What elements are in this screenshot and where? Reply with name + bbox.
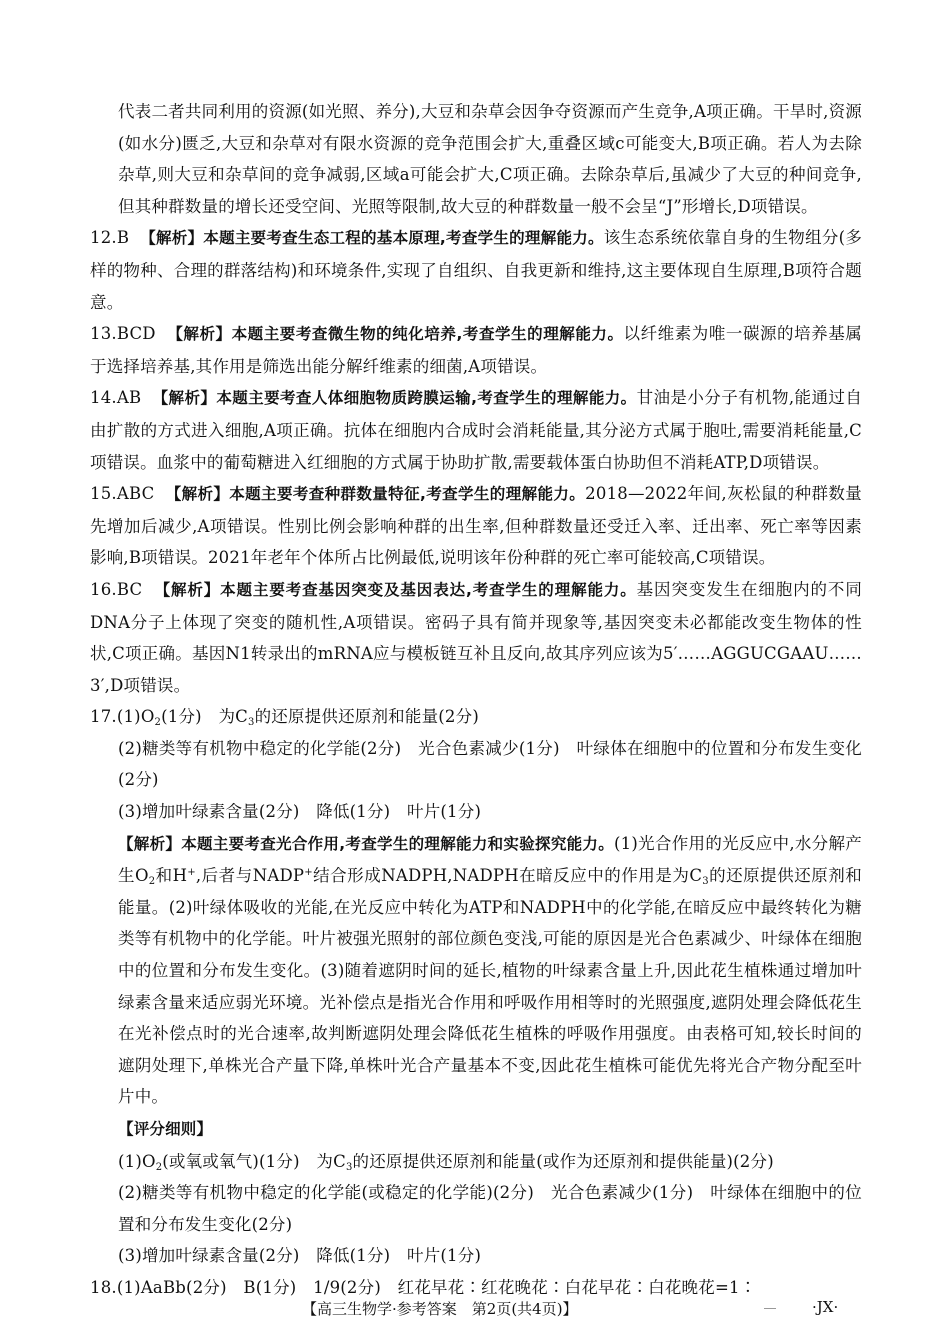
question-number: 13. bbox=[90, 324, 117, 344]
question-number: 17. bbox=[90, 707, 117, 727]
subscript: 2 bbox=[148, 876, 156, 888]
page-footer bbox=[0, 1298, 950, 1328]
rubric-text: (2)糖类等有机物中稳定的化学能(或稳定的化学能)(2分) 光合色素减少(1分) 叶绿体在细胞中的位置和分布发生变化(2分) bbox=[118, 1183, 862, 1234]
analysis-text: 该生态系统依靠自身的生物组分(多样的物种、合理的群落结构)和环境条件,实现了自组织、自我更新和维持,这主要体现自生原理,B项符合题意。 bbox=[90, 228, 863, 312]
q14-block bbox=[90, 382, 862, 478]
subscript: 3 bbox=[248, 717, 255, 729]
subscript: 2 bbox=[155, 1161, 163, 1173]
q12-block bbox=[90, 222, 862, 318]
analysis-text: (1)光合作用的光反应中,水分解产生O bbox=[118, 833, 862, 886]
rubric-heading bbox=[90, 1113, 862, 1146]
rubric-item-2 bbox=[90, 1177, 862, 1240]
subscript: 3 bbox=[702, 876, 709, 888]
answer-key: B bbox=[116, 228, 130, 248]
answer-text: (2)糖类等有机物中稳定的化学能(2分) 光合色素减少(1分) 叶绿体在细胞中的位置和分布发生变化(2分) bbox=[118, 738, 862, 790]
analysis-heading: 【解析】本题主要考查光合作用,考查学生的理解能力和实验探究能力。 bbox=[118, 834, 615, 853]
rubric-item-1 bbox=[90, 1146, 862, 1178]
answer-text: (1)AaBb(2分) B(1分) 1/9(2分) 红花早花∶红花晚花∶白花早花∶白花晚花=1∶ bbox=[116, 1277, 757, 1297]
footer-divider bbox=[764, 1308, 776, 1309]
question-number: 18. bbox=[90, 1277, 117, 1297]
analysis-heading: 【解析】本题主要考查人体细胞物质跨膜运输,考查学生的理解能力。 bbox=[152, 389, 637, 408]
rubric-text: (或氧或氧气)(1分) 为C bbox=[162, 1151, 346, 1171]
answer-content bbox=[90, 96, 862, 1304]
answer-key: AB bbox=[116, 388, 142, 408]
analysis-text: 甘油是小分子有机物,能通过自由扩散的方式进入细胞,A项正确。抗体在细胞内合成时会消耗能量,其分泌方式属于胞吐,需要消耗能量,C项错误。血浆中的葡萄糖进入红细胞的方式属于协助扩散,需要载体蛋白协助但不消耗ATP,D项错误。 bbox=[90, 388, 863, 472]
subscript: 2 bbox=[154, 717, 162, 729]
q17-explanation bbox=[90, 828, 862, 1113]
analysis-text: 结合形成NADPH,NADPH在暗反应中的作用是为C bbox=[312, 866, 703, 886]
q11-explanation-text: 代表二者共同利用的资源(如光照、养分),大豆和杂草会因争夺资源而产生竞争,A项正确。干旱时,资源(如水分)匮乏,大豆和杂草对有限水资源的竞争范围会扩大,重叠区域c可能变大,B项正确。若人为去除杂草,则大豆和杂草间的竞争减弱,区域a可能会扩大,C项正确。去除杂草后,虽减少了大豆的种间竞争,但其种群数量的增长还受空间、光照等限制,故大豆的种群数量一般不会呈“J”形增长,D项错误。 bbox=[118, 102, 862, 216]
q17-answer-3 bbox=[90, 796, 862, 828]
answer-key: ABC bbox=[116, 484, 155, 504]
superscript: + bbox=[304, 867, 313, 879]
q16-block bbox=[90, 574, 862, 701]
analysis-heading: 【解析】本题主要考查生态工程的基本原理,考查学生的理解能力。 bbox=[140, 229, 604, 248]
question-number: 12. bbox=[90, 228, 117, 248]
q15-block bbox=[90, 478, 862, 574]
q17-answer-2 bbox=[90, 733, 862, 796]
footer-page-info: 【高三生物学·参考答案 第2页(共4页)】 bbox=[302, 1300, 578, 1318]
rubric-title: 【评分细则】 bbox=[118, 1120, 213, 1138]
analysis-text: 2018—2022年间,灰松鼠的种群数量先增加后减少,A项错误。性别比例会影响种群的出生率,但种群数量还受迁入率、迁出率、死亡率等因素影响,B项错误。2021年老年个体所占比例最低,说明该年份种群的死亡率可能较高,C项错误。 bbox=[90, 484, 863, 568]
answer-text: (3)增加叶绿素含量(2分) 降低(1分) 叶片(1分) bbox=[118, 802, 482, 822]
analysis-heading: 【解析】本题主要考查微生物的纯化培养,考查学生的理解能力。 bbox=[167, 325, 624, 344]
analysis-text: ,后者与NADP bbox=[195, 866, 305, 886]
analysis-text: 的还原提供还原剂和能量。(2)叶绿体吸收的光能,在光反应中转化为ATP和NADPH中的化学能,在暗反应中最终转化为糖类等有机物中的化学能。叶片被强光照射的部位颜色变浅,可能的原因是光合色素减少、叶绿体在细胞中的位置和分布发生变化。(3)随着遮阴时间的延长,植物的叶绿素含量上升,因此花生植株通过增加叶绿素含量来适应弱光环境。光补偿点是指光合作用和呼吸作用相等时的光照强度,遮阴处理会降低花生在光补偿点时的光合速率,故判断遮阴处理会降低花生植株的呼吸作用强度。由表格可知,较长时间的遮阴处理下,单株光合产量下降,单株叶光合产量基本不变,因此花生植株可能优先将光合产物分配至叶片中。 bbox=[118, 866, 863, 1107]
answer-text: (1)O bbox=[116, 707, 155, 727]
rubric-item-3 bbox=[90, 1240, 862, 1272]
answer-text: 的还原提供还原剂和能量(2分) bbox=[254, 707, 479, 727]
question-number: 15. bbox=[90, 484, 117, 504]
analysis-text: 和H bbox=[155, 866, 188, 886]
answer-text: (1分) 为C bbox=[161, 707, 249, 727]
rubric-text: (1)O bbox=[118, 1151, 156, 1171]
q11-continuation bbox=[90, 96, 862, 222]
analysis-heading: 【解析】本题主要考查种群数量特征,考查学生的理解能力。 bbox=[165, 485, 586, 504]
question-number: 14. bbox=[90, 388, 117, 408]
analysis-heading: 【解析】本题主要考查基因突变及基因表达,考查学生的理解能力。 bbox=[154, 580, 637, 599]
footer-code: ·JX· bbox=[812, 1298, 839, 1316]
analysis-text: 基因突变发生在细胞内的不同DNA分子上体现了突变的随机性,A项错误。密码子具有简并现象等,基因突变未必都能改变生物体的性状,C项正确。基因N1转录出的mRNA应与模板链互补且反向,故其序列应该为5′……AGGUCGAAU……3′,D项错误。 bbox=[90, 579, 863, 695]
rubric-text: 的还原提供还原剂和能量(或作为还原剂和提供能量)(2分) bbox=[352, 1151, 774, 1171]
answer-key: BCD bbox=[116, 324, 156, 344]
q17-answer-1 bbox=[90, 701, 862, 733]
q13-block bbox=[90, 318, 862, 382]
subscript: 3 bbox=[345, 1161, 353, 1173]
question-number: 16. bbox=[90, 579, 117, 599]
rubric-text: (3)增加叶绿素含量(2分) 降低(1分) 叶片(1分) bbox=[118, 1246, 482, 1266]
superscript: + bbox=[187, 867, 196, 879]
analysis-text: 以纤维素为唯一碳源的培养基属于选择培养基,其作用是筛选出能分解纤维素的细菌,A项错误。 bbox=[90, 324, 863, 376]
answer-key: BC bbox=[116, 579, 143, 599]
